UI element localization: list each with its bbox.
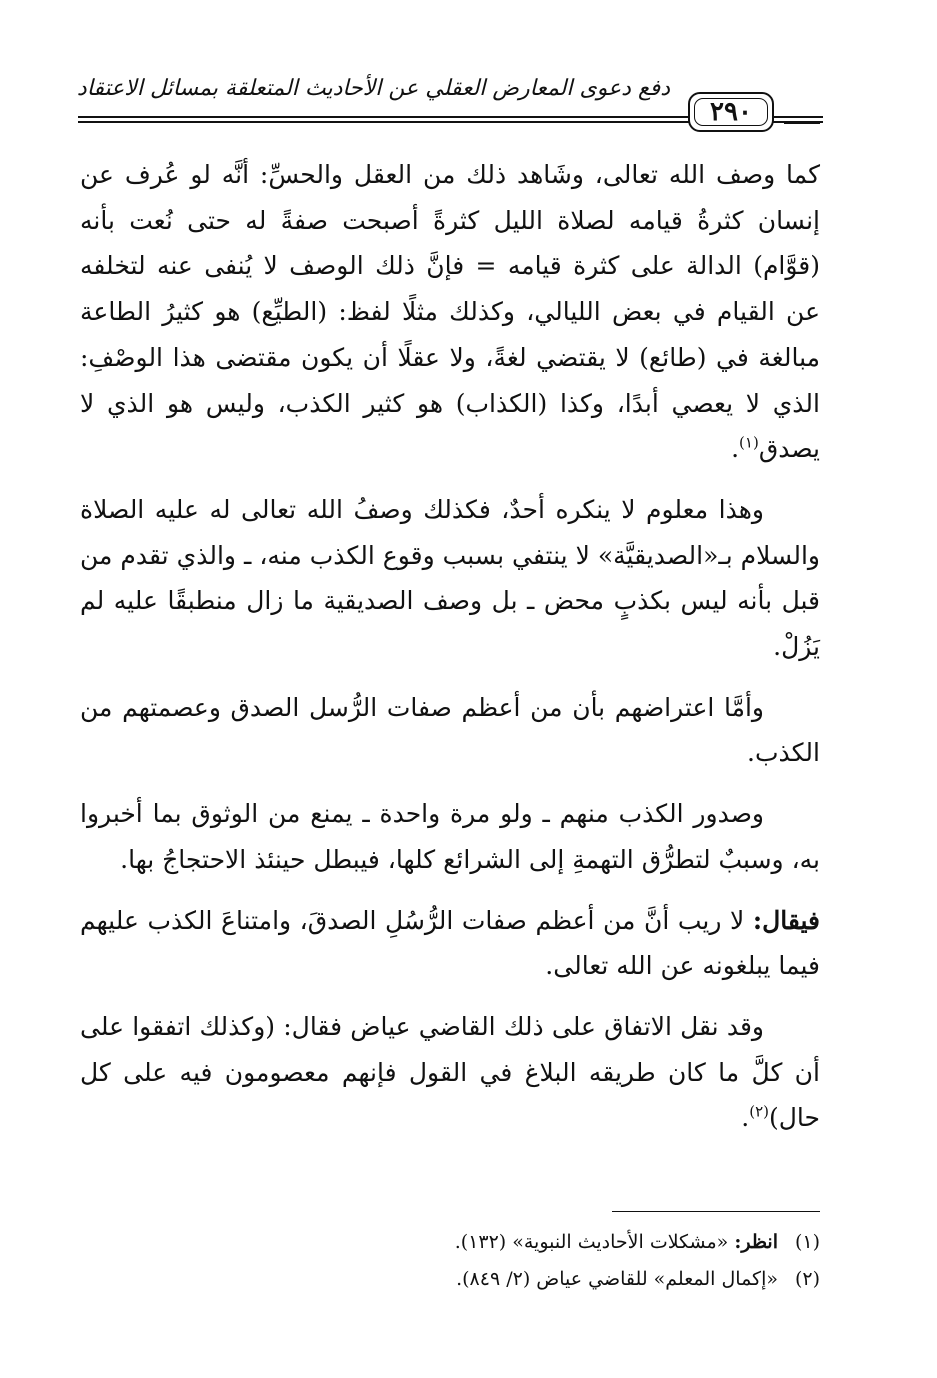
footnote-separator bbox=[612, 1211, 820, 1212]
footnote bbox=[80, 1224, 820, 1261]
book-title: دفع دعوى المعارض العقلي عن الأحاديث المتعلقة بمسائل الاعتقاد bbox=[78, 76, 676, 101]
page-number: ٢٩٠ bbox=[710, 97, 752, 127]
running-header bbox=[78, 70, 823, 130]
paragraph-text: وصدور الكذب منهم ـ ولو مرة واحدة ـ يمنع من الوثوق بما أخبروا به، وسببٌ لتطرُّق التهمةِ إلى الشرائع كلها، فيبطل حينئذ الاحتجاجُ بها. bbox=[80, 799, 820, 874]
header-ornament-line bbox=[784, 122, 820, 124]
paragraph-end: . bbox=[741, 1103, 750, 1133]
main-text bbox=[80, 152, 820, 1141]
header-ornament-line bbox=[784, 116, 820, 118]
paragraph bbox=[80, 685, 820, 776]
footnote-lead: انظر: bbox=[734, 1231, 778, 1253]
paragraph-end: . bbox=[731, 434, 740, 464]
paragraph-lead-word: فيقال: bbox=[752, 905, 820, 935]
paragraph bbox=[80, 1004, 820, 1141]
paragraph bbox=[80, 152, 820, 472]
page-number-frame bbox=[688, 92, 774, 132]
footnote-ref: (٢) bbox=[749, 1103, 769, 1122]
paragraph bbox=[80, 898, 820, 989]
footnote-number: (١) bbox=[794, 1231, 820, 1253]
paragraph-text: وقد نقل الاتفاق على ذلك القاضي عياض فقال: (وكذلك اتفقوا على أن كلَّ ما كان طريقه البلاغ في القول فإنهم معصومون فيه على كل حال) bbox=[80, 1011, 820, 1133]
footnote-ref: (١) bbox=[739, 433, 759, 452]
paragraph-text: لا ريب أنَّ من أعظم صفات الرُّسُلِ الصدقَ، وامتناعَ الكذب عليهم فيما يبلغونه عن الله تعالى. bbox=[80, 905, 820, 981]
paragraph bbox=[80, 487, 820, 670]
paragraph bbox=[80, 791, 820, 882]
paragraph-text: وأمَّا اعتراضهم بأن من أعظم صفات الرُّسل الصدق وعصمتهم من الكذب. bbox=[80, 692, 820, 768]
footnote bbox=[80, 1261, 820, 1298]
paragraph-text: وهذا معلوم لا ينكره أحدٌ، فكذلك وصفُ الله تعالى له عليه الصلاة والسلام بـ«الصديقيَّة» لا ينتفي بسبب وقوع الكذب منه، ـ والذي تقدم من قبل بأنه ليس بكذبٍ محض ـ بل وصف الصديقية ما زال منطبقًا عليه لم يَزُلْ. bbox=[80, 494, 820, 662]
footnote-text: «إكمال المعلم» للقاضي عياض (٢/ ٨٤٩). bbox=[456, 1268, 778, 1290]
footnotes bbox=[80, 1224, 820, 1298]
footnote-text: «مشكلات الأحاديث النبوية» (١٣٢). bbox=[454, 1231, 735, 1253]
paragraph-text: كما وصف الله تعالى، وشَاهد ذلك من العقل والحسِّ: أنَّه لو عُرف عن إنسان كثرةُ قيامه لصلاة الليل كثرةً أصبحت صفةً له حتى نُعت بأنه (قوَّام) الدالة على كثرة قيامه = فإنَّ ذلك الوصف لا يُنفى عنه لتخلفه عن القيام في بعض الليالي، وكذلك مثلًا لفظ: (الطيِّع) هو كثيرُ الطاعة مبالغة في (طائع) لا يقتضي لغةً، ولا عقلًا أن يكون مقتضى هذا الوصْفِ: الذي لا يعصي أبدًا، وكذا (الكذاب) هو كثير الكذب، وليس هو الذي لا يصدق bbox=[80, 160, 820, 464]
footnote-number: (٢) bbox=[794, 1268, 820, 1290]
